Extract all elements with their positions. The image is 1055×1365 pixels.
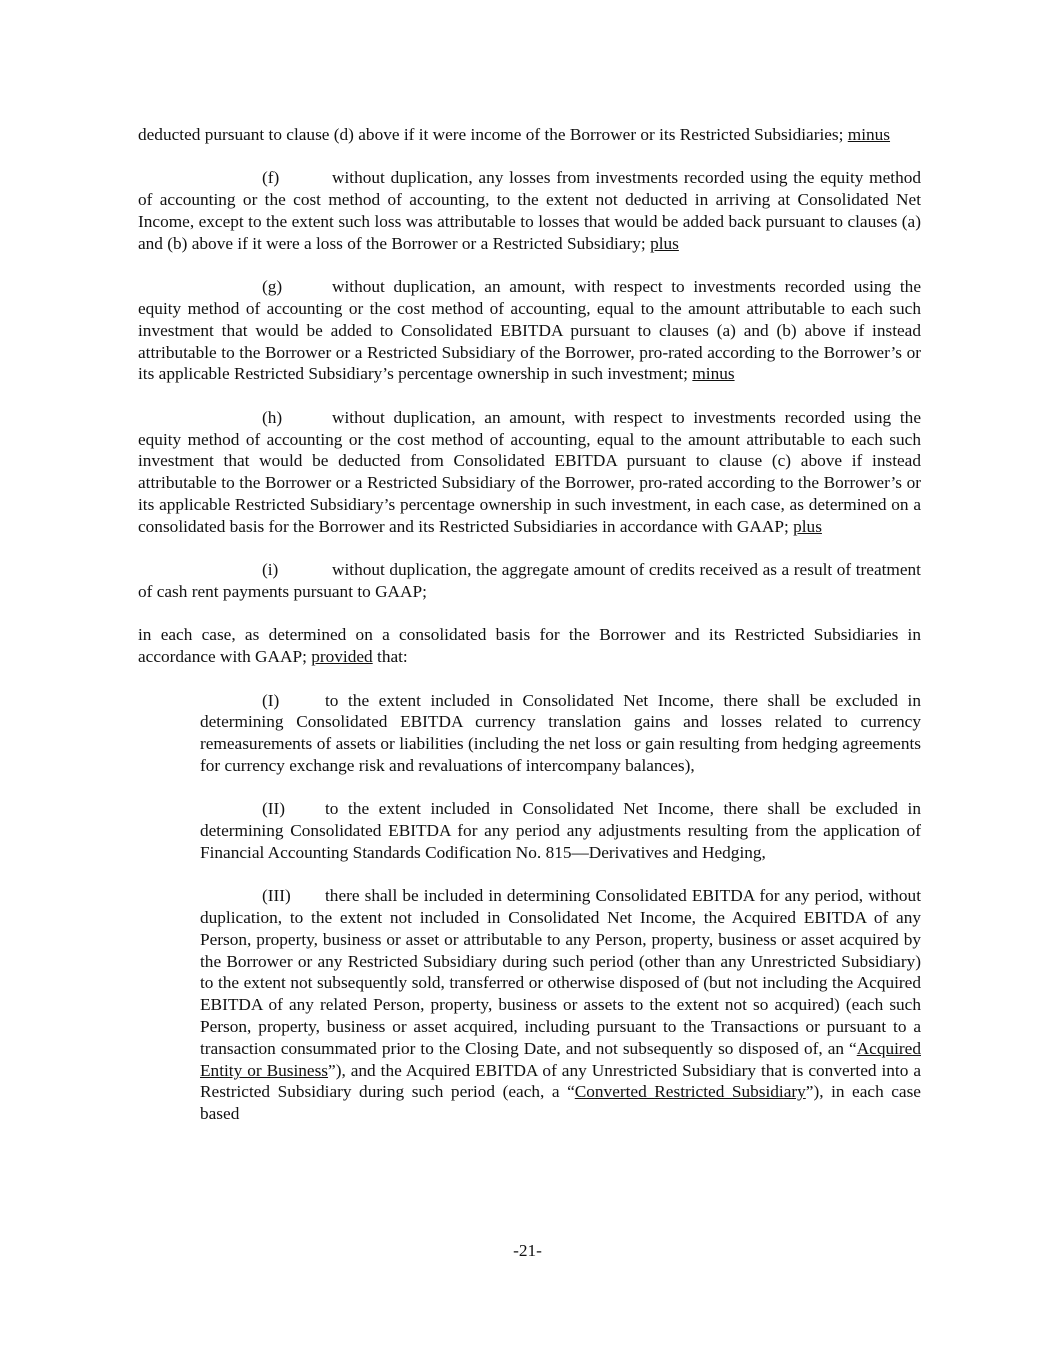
connector-plus: plus <box>650 233 679 253</box>
paragraph-text: without duplication, any losses from investments recorded using the equity method of accounting or the cost method of accounting, to the extent not deducted in arriving at Consolidated Net Income, except to the extent such loss was attributable to losses that would be added back pursuant to clauses (a) and (b) above if it were a loss of the Borrower or a Restricted Subsidiary; <box>138 168 921 253</box>
clause-label: (g) <box>262 277 283 297</box>
subparagraph-I <box>200 690 921 777</box>
clause-label: (i) <box>262 560 279 580</box>
paragraph-text: to the extent included in Consolidated Net Income, there shall be excluded in determining Consolidated EBITDA currency translation gains and losses related to currency remeasurements of assets or liabilities (including the net loss or gain resulting from hedging agreements for currency exchange risk and revaluations of intercompany balances), <box>200 690 921 775</box>
paragraph-text: without duplication, an amount, with respect to investments recorded using the equity method of accounting or the cost method of accounting, equal to the amount attributable to each such investment that would be deducted from Consolidated EBITDA pursuant to clause (c) above if instead attributable to the Borrower or a Restricted Subsidiary of the Borrower, pro-rated according to the Borrower’s or its applicable Restricted Subsidiary’s percentage ownership in such investment, in each case, as determined on a consolidated basis for the Borrower and its Restricted Subsidiaries in accordance with GAAP; <box>138 407 921 536</box>
paragraph-text: ”), in each case based <box>200 1082 921 1124</box>
clause-label: (f) <box>262 168 280 188</box>
paragraph-text: without duplication, an amount, with respect to investments recorded using the equity method of accounting or the cost method of accounting, equal to the amount attributable to each such investment that would be added to Consolidated EBITDA pursuant to clauses (a) and (b) above if instead attributable to the Borrower or a Restricted Subsidiary of the Borrower, pro-rated according to the Borrower’s or its applicable Restricted Subsidiary’s percentage ownership in such investment; <box>138 277 921 384</box>
clause-label: (I) <box>262 690 280 710</box>
paragraph-text: without duplication, the aggregate amount of credits received as a result of treatment of cash rent payments pursuant to GAAP; <box>138 560 921 601</box>
clause-label: (III) <box>262 886 291 906</box>
connector-plus: plus <box>793 516 822 536</box>
paragraph-h <box>138 407 921 538</box>
paragraph-proviso <box>138 624 921 668</box>
subparagraph-III <box>200 885 921 1125</box>
provided-term: provided <box>311 647 373 667</box>
defined-term-converted-restricted-subsidiary: Converted Restricted Subsidiary <box>574 1082 806 1102</box>
defined-term-acquired-entity: Acquired Entity or Business <box>200 1038 921 1080</box>
connector-minus: minus <box>692 364 735 384</box>
paragraph-e-continued <box>138 124 921 146</box>
paragraph-tail: that: <box>377 647 408 667</box>
clause-label: (II) <box>262 799 286 819</box>
paragraph-text: there shall be included in determining Consolidated EBITDA for any period, without duplication, to the extent not included in Consolidated Net Income, the Acquired EBITDA of any Person, property, business or asset or attributable to any Person, property, business or asset acquired by the Borrower or any Restricted Subsidiary during such period (other than any Unrestricted Subsidiary) to the extent not subsequently sold, transferred or otherwise disposed of (but not including the Acquired EBITDA of any related Person, property, business or assets to the extent not so acquired) (each such Person, property, business or asset acquired, including pursuant to the Transactions or pursuant to a transaction consummated prior to the Closing Date, and not subsequently so disposed of, an “ <box>200 886 921 1058</box>
subparagraph-II <box>200 798 921 863</box>
paragraph-text: to the extent included in Consolidated Net Income, there shall be excluded in determining Consolidated EBITDA for any period any adjustments resulting from the application of Financial Accounting Standards Codification No. 815—Derivatives and Hedging, <box>200 799 921 862</box>
paragraph-text: in each case, as determined on a consolidated basis for the Borrower and its Restricted Subsidiaries in accordance with GAAP; <box>138 625 921 667</box>
paragraph-f <box>138 167 921 254</box>
clause-label: (h) <box>262 407 283 427</box>
paragraph-text: ”), and the Acquired EBITDA of any Unrestricted Subsidiary that is converted into a Restricted Subsidiary during such period (each, a “ <box>200 1060 921 1102</box>
document-page <box>138 124 921 1147</box>
paragraph-g <box>138 276 921 385</box>
paragraph-i <box>138 559 921 603</box>
page-number: -21- <box>513 1241 542 1260</box>
paragraph-text: deducted pursuant to clause (d) above if it were income of the Borrower or its Restricted Subsidiaries; <box>138 125 844 144</box>
connector-minus: minus <box>847 125 891 144</box>
